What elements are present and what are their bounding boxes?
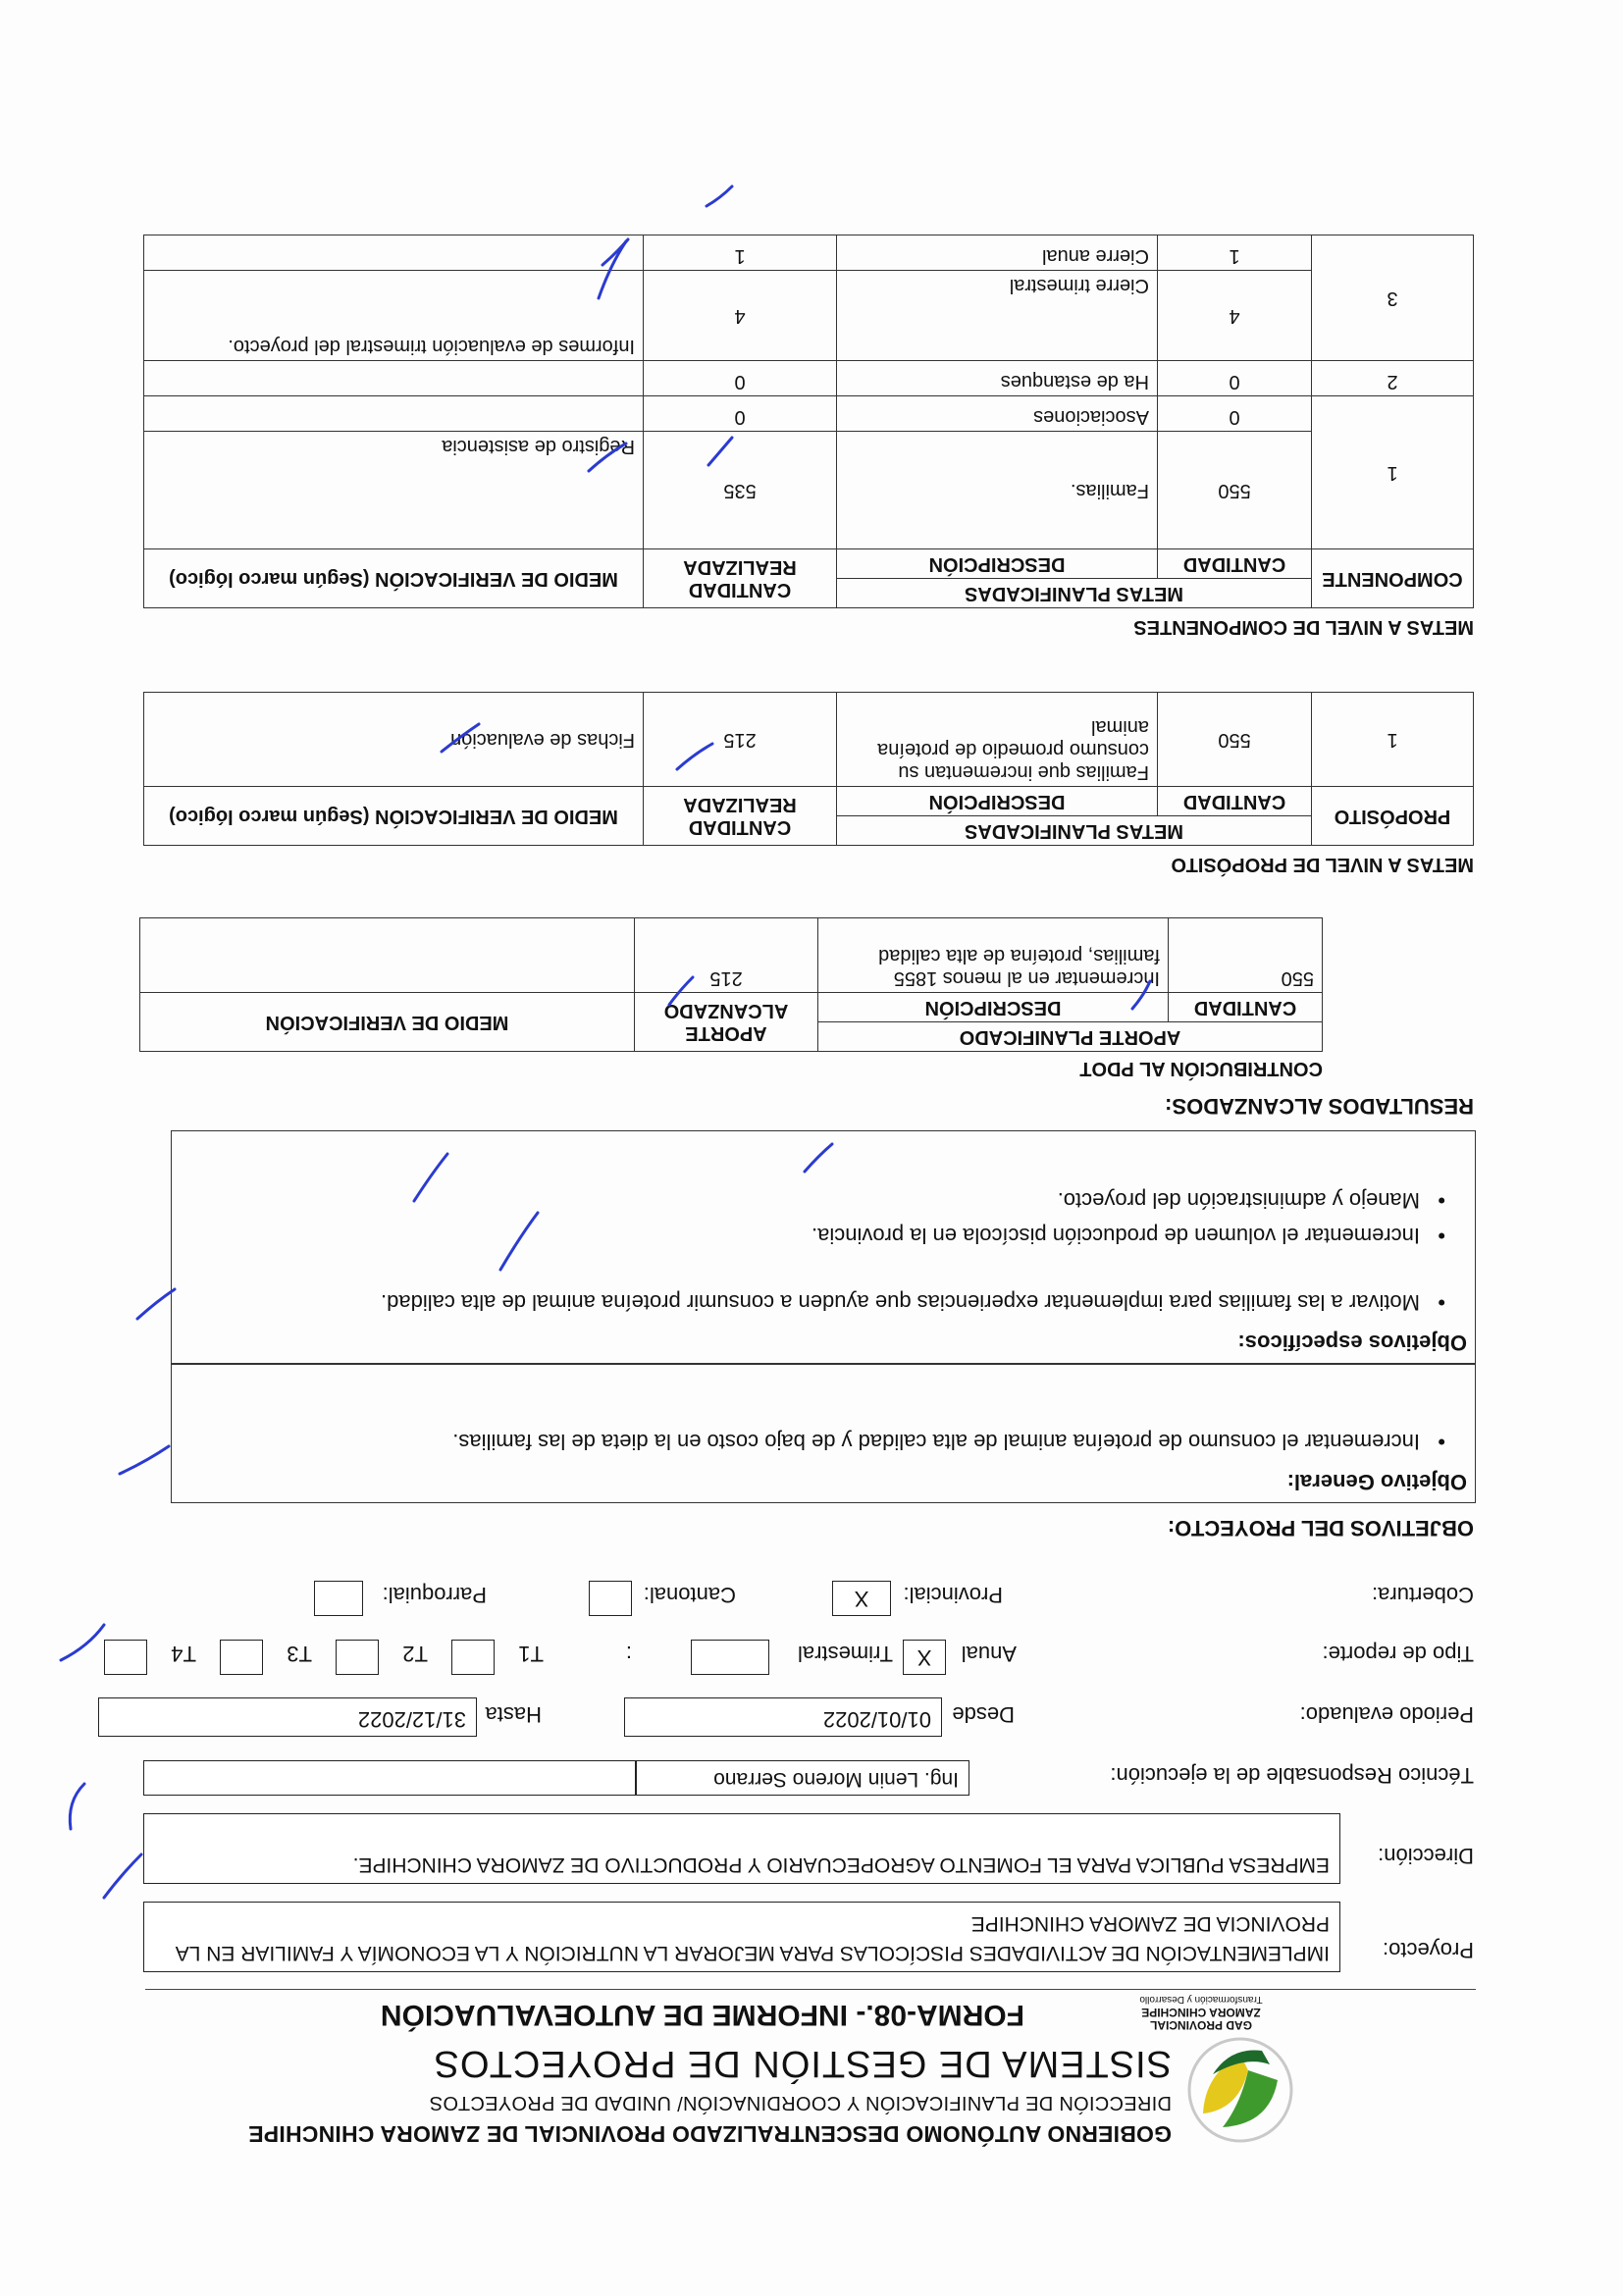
cell-medio: Informes de evaluación trimestral del proyecto. <box>144 271 644 361</box>
cell-cantidad: 1 <box>1158 235 1312 271</box>
t1-label: T1 <box>518 1642 544 1666</box>
proposito-title: METAS A NIVEL DE PROPÓSITO <box>1171 854 1474 875</box>
cell-cantidad: 0 <box>1158 361 1312 396</box>
cell-descripcion: Cierre trimestral <box>837 271 1158 361</box>
th-aporte-alcanzado: APORTE ALCANZADO <box>635 993 818 1052</box>
th-metas-planificadas: METAS PLANIFICADAS <box>837 816 1312 846</box>
handwritten-tick-icon <box>661 971 701 1011</box>
handwritten-tick-icon <box>1123 975 1162 1015</box>
t2-label: T2 <box>402 1642 428 1666</box>
cell-realizada: 535 <box>644 432 837 549</box>
th-aporte-planificado: APORTE PLANIFICADO <box>818 1022 1323 1052</box>
th-metas-planificadas: METAS PLANIFICADAS <box>837 579 1312 608</box>
t3-label: T3 <box>287 1642 312 1666</box>
cell-cantidad: 550 <box>1158 693 1312 787</box>
parroquial-label: Parroquial: <box>382 1583 487 1607</box>
handwritten-tick-icon <box>53 1619 112 1668</box>
objetivo-general-title: Objetivo General: <box>1286 1470 1467 1494</box>
system-title: SISTEMA DE GESTIÓN DE PROYECTOS <box>433 2043 1172 2084</box>
desde-label: Desde <box>952 1702 1015 1727</box>
cell-componente: 3 <box>1312 235 1474 361</box>
objetivos-especificos-title: Objetivos específicos: <box>1237 1331 1467 1355</box>
componentes-title: METAS A NIVEL DE COMPONENTES <box>1133 616 1474 638</box>
table-row <box>144 396 1474 432</box>
cell-componente: 2 <box>1312 361 1474 396</box>
cell-componente: 1 <box>1312 396 1474 549</box>
t4-label: T4 <box>171 1642 196 1666</box>
form-title: FORMA-08.- INFORME DE AUTOEVALUACIÓN <box>380 1999 1024 2031</box>
objetivo-especifico-item: • Incrementar el volumen de producción piscícola en la provincia. <box>812 1224 1445 1248</box>
table-row <box>144 693 1474 787</box>
objetivo-especifico-item: • Motivar a las familias para implementar experiencias que ayuden a consumir proteína animal de alta calidad. <box>381 1290 1445 1315</box>
direccion-label: Dirección: <box>1378 1844 1474 1868</box>
handwritten-tick-icon <box>131 1285 181 1325</box>
cantonal-label: Cantonal: <box>643 1583 736 1607</box>
cell-alcanzado: 215 <box>635 918 818 993</box>
proyecto-label: Proyecto: <box>1383 1938 1474 1962</box>
th-medio-verificacion: MEDIO DE VERIFICACIÓN (Según marco lógico) <box>144 549 644 608</box>
parroquial-checkbox[interactable] <box>314 1581 363 1616</box>
cell-medio <box>144 361 644 396</box>
institution-name: GOBIERNO AUTÓNOMO DESCENTRALIZADO PROVINCIAL DE ZAMORA CHINCHIPE <box>248 2121 1172 2147</box>
objetivo-general-item: • Incrementar el consumo de proteína animal de alta calidad y de bajo costo en la dieta de las familias. <box>452 1430 1445 1454</box>
objetivos-title: OBJETIVOS DEL PROYECTO: <box>1167 1516 1474 1540</box>
proyecto-field: IMPLEMENTACIÓN DE ACTIVIDADES PISCÍCOLAS PARA MEJORAR LA NUTRICIÓN Y LA ECONOMÍA Y FAMILIAR EN LA PROVINCIA DE ZAMORA CHINCHIPE <box>143 1902 1340 1972</box>
handwritten-tick-icon <box>799 1138 838 1177</box>
table-row <box>144 271 1474 361</box>
cell-medio: Fichas de evaluación <box>144 693 644 787</box>
t2-checkbox[interactable] <box>336 1640 379 1675</box>
th-cantidad: CANTIDAD <box>1169 993 1323 1022</box>
t3-checkbox[interactable] <box>220 1640 263 1675</box>
cell-num: 1 <box>1312 693 1474 787</box>
cell-realizada: 4 <box>644 271 837 361</box>
provincial-checkbox[interactable]: X <box>832 1581 891 1616</box>
proposito-table <box>143 692 1474 846</box>
th-descripcion: DESCRIPCIÓN <box>837 787 1158 816</box>
handwritten-tick-icon <box>701 432 740 471</box>
handwritten-tick-icon <box>701 183 740 212</box>
colon-separator: : <box>625 1642 632 1666</box>
cell-descripcion: Incrementar en al menos 1855 familias, proteína de alta calidad <box>818 918 1169 993</box>
contribucion-subtitle: CONTRIBUCIÓN AL PDOT <box>1079 1058 1323 1079</box>
th-medio-verificacion: MEDIO DE VERIFICACIÓN <box>140 993 635 1052</box>
cell-realizada: 0 <box>644 361 837 396</box>
cell-cantidad: 0 <box>1158 396 1312 432</box>
componentes-table <box>143 235 1474 608</box>
tecnico-label: Técnico Responsable de la ejecución: <box>1110 1763 1474 1788</box>
header-divider <box>145 1989 1476 1990</box>
cell-realizada: 0 <box>644 396 837 432</box>
desde-field: 01/01/2022 <box>624 1697 942 1737</box>
resultados-title: RESULTADOS ALCANZADOS: <box>1165 1094 1474 1119</box>
handwritten-tick-icon <box>436 718 485 757</box>
cantonal-checkbox[interactable] <box>589 1581 632 1616</box>
cell-medio <box>140 918 635 993</box>
tecnico-field-extension <box>143 1760 636 1796</box>
handwritten-tick-icon <box>92 1845 151 1904</box>
t1-checkbox[interactable] <box>451 1640 495 1675</box>
periodo-label: Periodo evaluado: <box>1299 1702 1474 1727</box>
table-row <box>144 361 1474 396</box>
objetivo-general-box <box>171 1364 1476 1503</box>
cell-realizada: 215 <box>644 693 837 787</box>
tecnico-field: Ing. Lenin Moreno Serrano <box>636 1760 969 1796</box>
cell-cantidad: 550 <box>1158 432 1312 549</box>
gad-logo-icon <box>1181 2031 1299 2149</box>
th-cantidad: CANTIDAD <box>1158 787 1312 816</box>
th-cantidad-realizada: CANTIDAD REALIZADA <box>644 549 837 608</box>
trimestral-label: Trimestral <box>798 1642 893 1666</box>
handwritten-tick-icon <box>495 1207 544 1276</box>
trimestral-checkbox[interactable] <box>691 1640 769 1675</box>
th-cantidad: CANTIDAD <box>1158 549 1312 579</box>
th-descripcion: DESCRIPCIÓN <box>818 993 1169 1022</box>
anual-checkbox[interactable]: X <box>903 1640 946 1675</box>
cell-descripcion: Ha de estanques <box>837 361 1158 396</box>
cell-cantidad: 550 <box>1169 918 1323 993</box>
handwritten-tick-icon <box>583 438 632 477</box>
handwritten-tick-icon <box>116 1442 175 1482</box>
cell-descripcion: Asociaciones <box>837 396 1158 432</box>
cell-medio: Registro de asistencia <box>144 432 644 549</box>
tipo-label: Tipo de reporte: <box>1322 1642 1474 1666</box>
hasta-field: 31/12/2022 <box>98 1697 477 1737</box>
th-componente: COMPONENTE <box>1312 549 1474 608</box>
th-proposito: PROPÓSITO <box>1312 787 1474 846</box>
th-cantidad-realizada: CANTIDAD REALIZADA <box>644 787 837 846</box>
handwritten-tick-icon <box>406 1148 455 1207</box>
gad-logo-text: GAD PROVINCIAL ZAMORA CHINCHIPE Transformación y Desarrollo <box>1139 1994 1263 2032</box>
direccion-field: EMPRESA PUBLICA PARA EL FOMENTO AGROPECUARIO Y PRODUCTIVO DE ZAMORA CHINCHIPE. <box>143 1813 1340 1884</box>
cobertura-label: Cobertura: <box>1372 1583 1474 1607</box>
department-name: DIRECCIÓN DE PLANIFICACIÓN Y COORDINACIÓN/ UNIDAD DE PROYECTOS <box>429 2092 1172 2113</box>
cell-realizada: 1 <box>644 235 837 271</box>
handwritten-tick-icon <box>671 738 720 777</box>
table-row <box>144 235 1474 271</box>
cell-cantidad: 4 <box>1158 271 1312 361</box>
cell-descripcion: Familias que incrementan su consumo promedio de proteína animal <box>837 693 1158 787</box>
objetivo-especifico-item: • Manejo y administración del proyecto. <box>1057 1188 1445 1213</box>
provincial-label: Provincial: <box>903 1583 1003 1607</box>
cell-descripcion: Familias. <box>837 432 1158 549</box>
cell-descripcion: Cierre anual <box>837 235 1158 271</box>
handwritten-tick-icon <box>57 1776 96 1835</box>
th-medio-verificacion: MEDIO DE VERIFICACIÓN (Según marco lógico) <box>144 787 644 846</box>
cell-medio <box>144 235 644 271</box>
anual-label: Anual <box>961 1642 1017 1666</box>
table-row <box>144 432 1474 549</box>
th-descripcion: DESCRIPCIÓN <box>837 549 1158 579</box>
cell-medio <box>144 396 644 432</box>
hasta-label: Hasta <box>485 1702 542 1727</box>
handwritten-tick-icon <box>593 235 632 304</box>
